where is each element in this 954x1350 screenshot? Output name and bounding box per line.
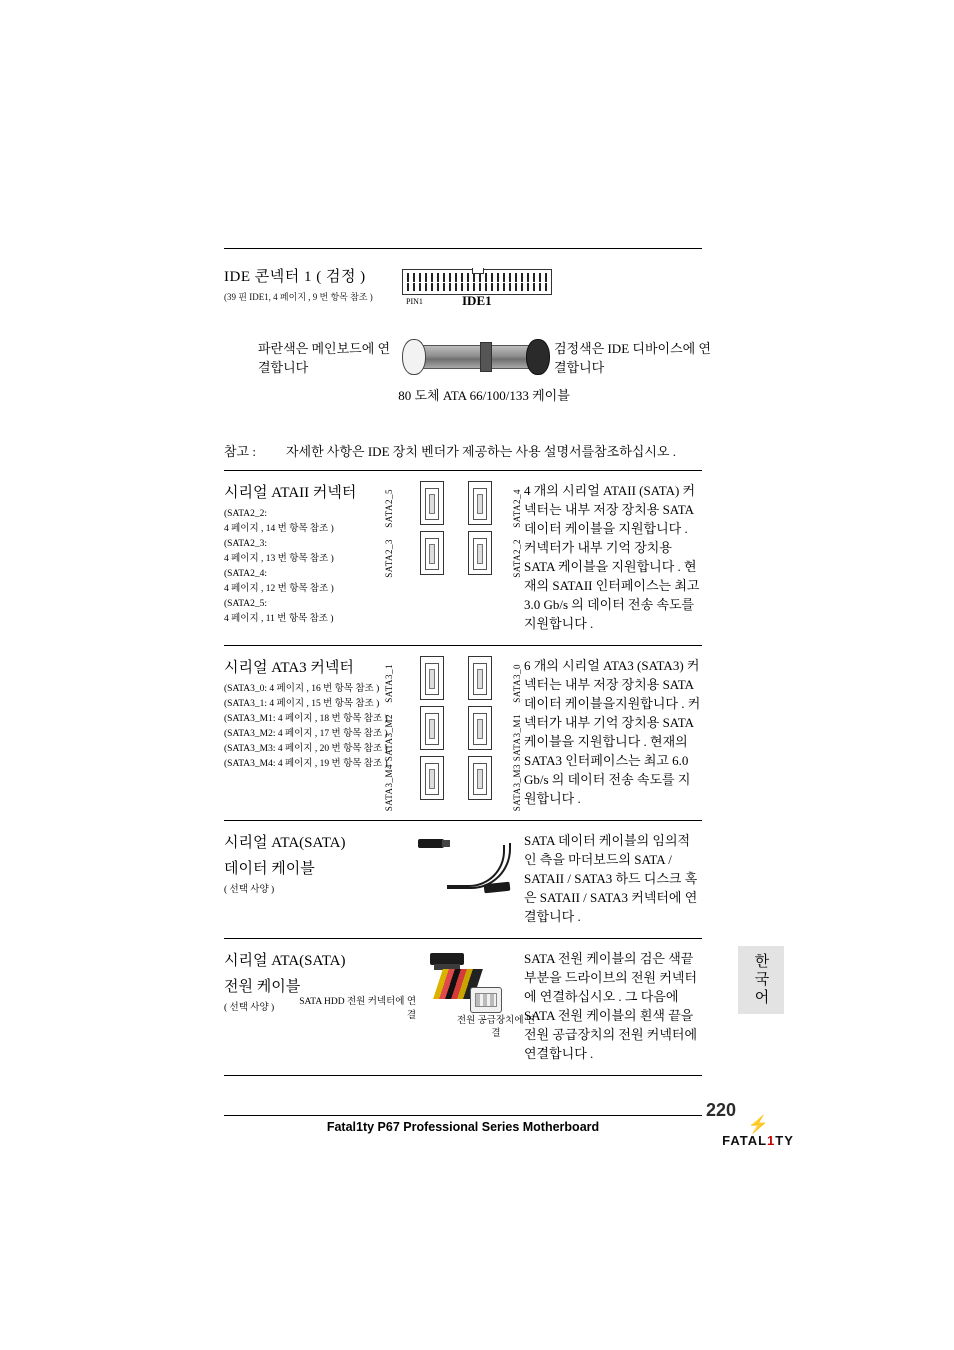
molex-power-connector <box>470 987 502 1013</box>
table-row <box>224 470 702 645</box>
sata-connector-label: SATA2_4 <box>512 489 522 528</box>
table-row <box>224 820 702 938</box>
sata-connector <box>462 531 522 578</box>
logo-mark-icon: ⚡ <box>747 1115 769 1134</box>
sataii-subline: (SATA2_3: <box>224 539 268 549</box>
logo-word-c: TY <box>775 1133 794 1148</box>
ide-pin-row <box>407 273 547 291</box>
logo-word-a: FATAL <box>722 1133 768 1148</box>
ide-connector-title: IDE 콘넥터 1 ( 검정 ) <box>224 269 366 285</box>
sata3-subline: (SATA3_M2: 4 페이지 , 17 번 항목 참조 ) <box>224 729 388 739</box>
sataii-subline: 4 페이지 , 14 번 항목 참조 ) <box>224 524 334 534</box>
sataii-subline: (SATA2_5: <box>224 599 268 609</box>
ide-note-text: 자세한 사항은 IDE 장치 벤더가 제공하는 사용 설명서를참조하십시오 . <box>286 444 676 459</box>
sata-power-cable-title-2: 전원 케이블 <box>224 979 301 995</box>
sata-connector <box>462 756 522 812</box>
sata-connector <box>384 656 444 703</box>
logo-word-b: 1 <box>767 1133 776 1148</box>
sata-connector <box>384 531 444 578</box>
sataii-description: 4 개의 시리얼 ATAII (SATA) 커넥터는 내부 저장 장치용 SATA 데이터 케이블을 지원합니다 . 커넥터가 내부 기억 장치용 SATA 케이블을 지원합니다 . 현재의 SATAII 인터페이스는 최고 3.0 Gb/s 의 데이터 전송 속도를 지원합니다 . <box>524 483 700 631</box>
sata-power-cable-description: SATA 전원 케이블의 검은 색끝부분을 드라이브의 전원 커넥터에 연결하십시오 . 그 다음에 SATA 전원 케이블의 흰색 끝을 전원 공급장치의 전원 커넥터에 연결합니다 . <box>524 951 698 1061</box>
sata-data-cable-plug-b <box>484 882 511 894</box>
sata3-title: 시리얼 ATA3 커넥터 <box>224 660 354 676</box>
page-number: 220 <box>706 1100 737 1120</box>
ide-note-label: 참고 : <box>224 444 256 459</box>
sata-data-cable-description: SATA 데이터 케이블의 임의적인 측을 마더보드의 SATA / SATAII / SATA3 하드 디스크 혹은 SATAII / SATA3 커넥터에 연결합니다 . <box>524 833 698 924</box>
sata-data-cable-info <box>224 831 414 898</box>
sata-connector-label: SATA3_M1 <box>512 714 522 762</box>
ide-note <box>224 441 702 460</box>
sata-power-cable-diagram <box>299 949 536 1039</box>
ide-connector-graphic <box>402 269 552 295</box>
language-side-tab <box>738 946 784 1014</box>
content-area <box>224 248 711 1076</box>
sata-data-cable-optional: ( 선택 사양 ) <box>224 885 275 895</box>
sataii-subline: 4 페이지 , 13 번 항목 참조 ) <box>224 554 334 564</box>
ide-cable-blue-end <box>402 339 426 375</box>
sata-connector <box>462 481 522 528</box>
ide-ribbon-cable <box>416 345 538 369</box>
sata-connector <box>462 656 522 703</box>
ide-cable-graphic <box>394 335 554 377</box>
fatal1ty-logo <box>716 1115 800 1157</box>
sata-connector-label: SATA2_5 <box>384 489 394 528</box>
sata-connector-label: SATA3_0 <box>512 664 522 703</box>
sataii-connector-diagram <box>384 481 524 581</box>
sata-connector <box>384 756 444 812</box>
ide-pin1-label: PIN1 <box>406 297 423 306</box>
sata-data-cable-plug-a <box>418 839 444 848</box>
ide-connector-name: IDE1 <box>462 293 492 308</box>
sataii-subline: 4 페이지 , 11 번 항목 참조 ) <box>224 614 334 624</box>
footer-title: Fatal1ty P67 Professional Series Motherboard <box>326 1120 600 1134</box>
ide-left-note: 파란색은 메인보드에 연결합니다 <box>258 341 391 375</box>
ide-connector-subtitle: (39 핀 IDE1, 4 페이지 , 9 번 항목 참조 ) <box>224 292 373 302</box>
sata3-subline: (SATA3_M1: 4 페이지 , 18 번 항목 참조 ) <box>224 714 388 724</box>
sata-power-note-left: SATA HDD 전원 커넥터에 연결 <box>299 997 416 1021</box>
sata-connector-label: SATA2_2 <box>512 539 522 578</box>
language-side-tab-label: 한국어 <box>752 953 769 1007</box>
sata-connector-label: SATA2_3 <box>384 539 394 578</box>
sata3-subline: (SATA3_M3: 4 페이지 , 20 번 항목 참조 ) <box>224 744 388 754</box>
sata-connector <box>462 706 522 762</box>
sata-data-cable-diagram <box>414 831 524 903</box>
sataii-subline: 4 페이지 , 12 번 항목 참조 ) <box>224 584 334 594</box>
sata-connector <box>384 706 444 762</box>
sata3-description: 6 개의 시리얼 ATA3 (SATA3) 커넥터는 내부 저장 장치용 SATA 데이터 케이블을지원합니다 . 커넥터가 내부 기억 장치용 SATA 케이블을 지원합니다 . 현재의 SATA3 인터페이스는 최고 6.0 Gb/s 의 데이터 전송 속도를 지원합니다 . <box>524 658 701 806</box>
sata-connector-label: SATA3_M4 <box>384 764 394 812</box>
sata-data-cable-title: 시리얼 ATA(SATA) <box>224 835 346 851</box>
ide-cable-middle-connector <box>480 342 492 372</box>
ide-cable-caption: 80 도체 ATA 66/100/133 케이블 <box>398 388 570 403</box>
sata-connector-label: SATA3_M3 <box>512 764 522 812</box>
sataii-title: 시리얼 ATAII 커넥터 <box>224 485 357 501</box>
sataii-subline: (SATA2_2: <box>224 509 268 519</box>
footer-divider <box>224 1115 702 1116</box>
table-row <box>224 938 702 1076</box>
sata-data-cable-wire-2 <box>447 845 505 887</box>
ide-cable-black-end <box>526 339 550 375</box>
table-row <box>224 645 702 820</box>
sata-connector-label: SATA3_M2 <box>384 714 394 762</box>
sata-power-cable-title: 시리얼 ATA(SATA) <box>224 953 346 969</box>
ide-notch <box>472 268 484 274</box>
sata-connector <box>384 481 444 528</box>
sata-connector-label: SATA3_1 <box>384 664 394 703</box>
top-divider <box>224 248 702 249</box>
sata-power-cable-optional: ( 선택 사양 ) <box>224 1003 275 1013</box>
sata3-subline: (SATA3_1: 4 페이지 , 15 번 항목 참조 ) <box>224 699 380 709</box>
sata-power-note-right: 전원 공급장치에 연결 <box>456 1016 536 1039</box>
logo-wordmark <box>716 1133 800 1148</box>
ide-right-note: 검정색은 IDE 디바이스에 연결합니다 <box>554 341 711 375</box>
sataii-subline: (SATA2_4: <box>224 569 268 579</box>
sata-data-cable-title-2: 데이터 케이블 <box>224 861 315 877</box>
sata3-connector-diagram <box>384 656 524 812</box>
sata3-subline: (SATA3_0: 4 페이지 , 16 번 항목 참조 ) <box>224 684 380 694</box>
sata3-subline: (SATA3_M4: 4 페이지 , 19 번 항목 참조 ) <box>224 759 388 769</box>
